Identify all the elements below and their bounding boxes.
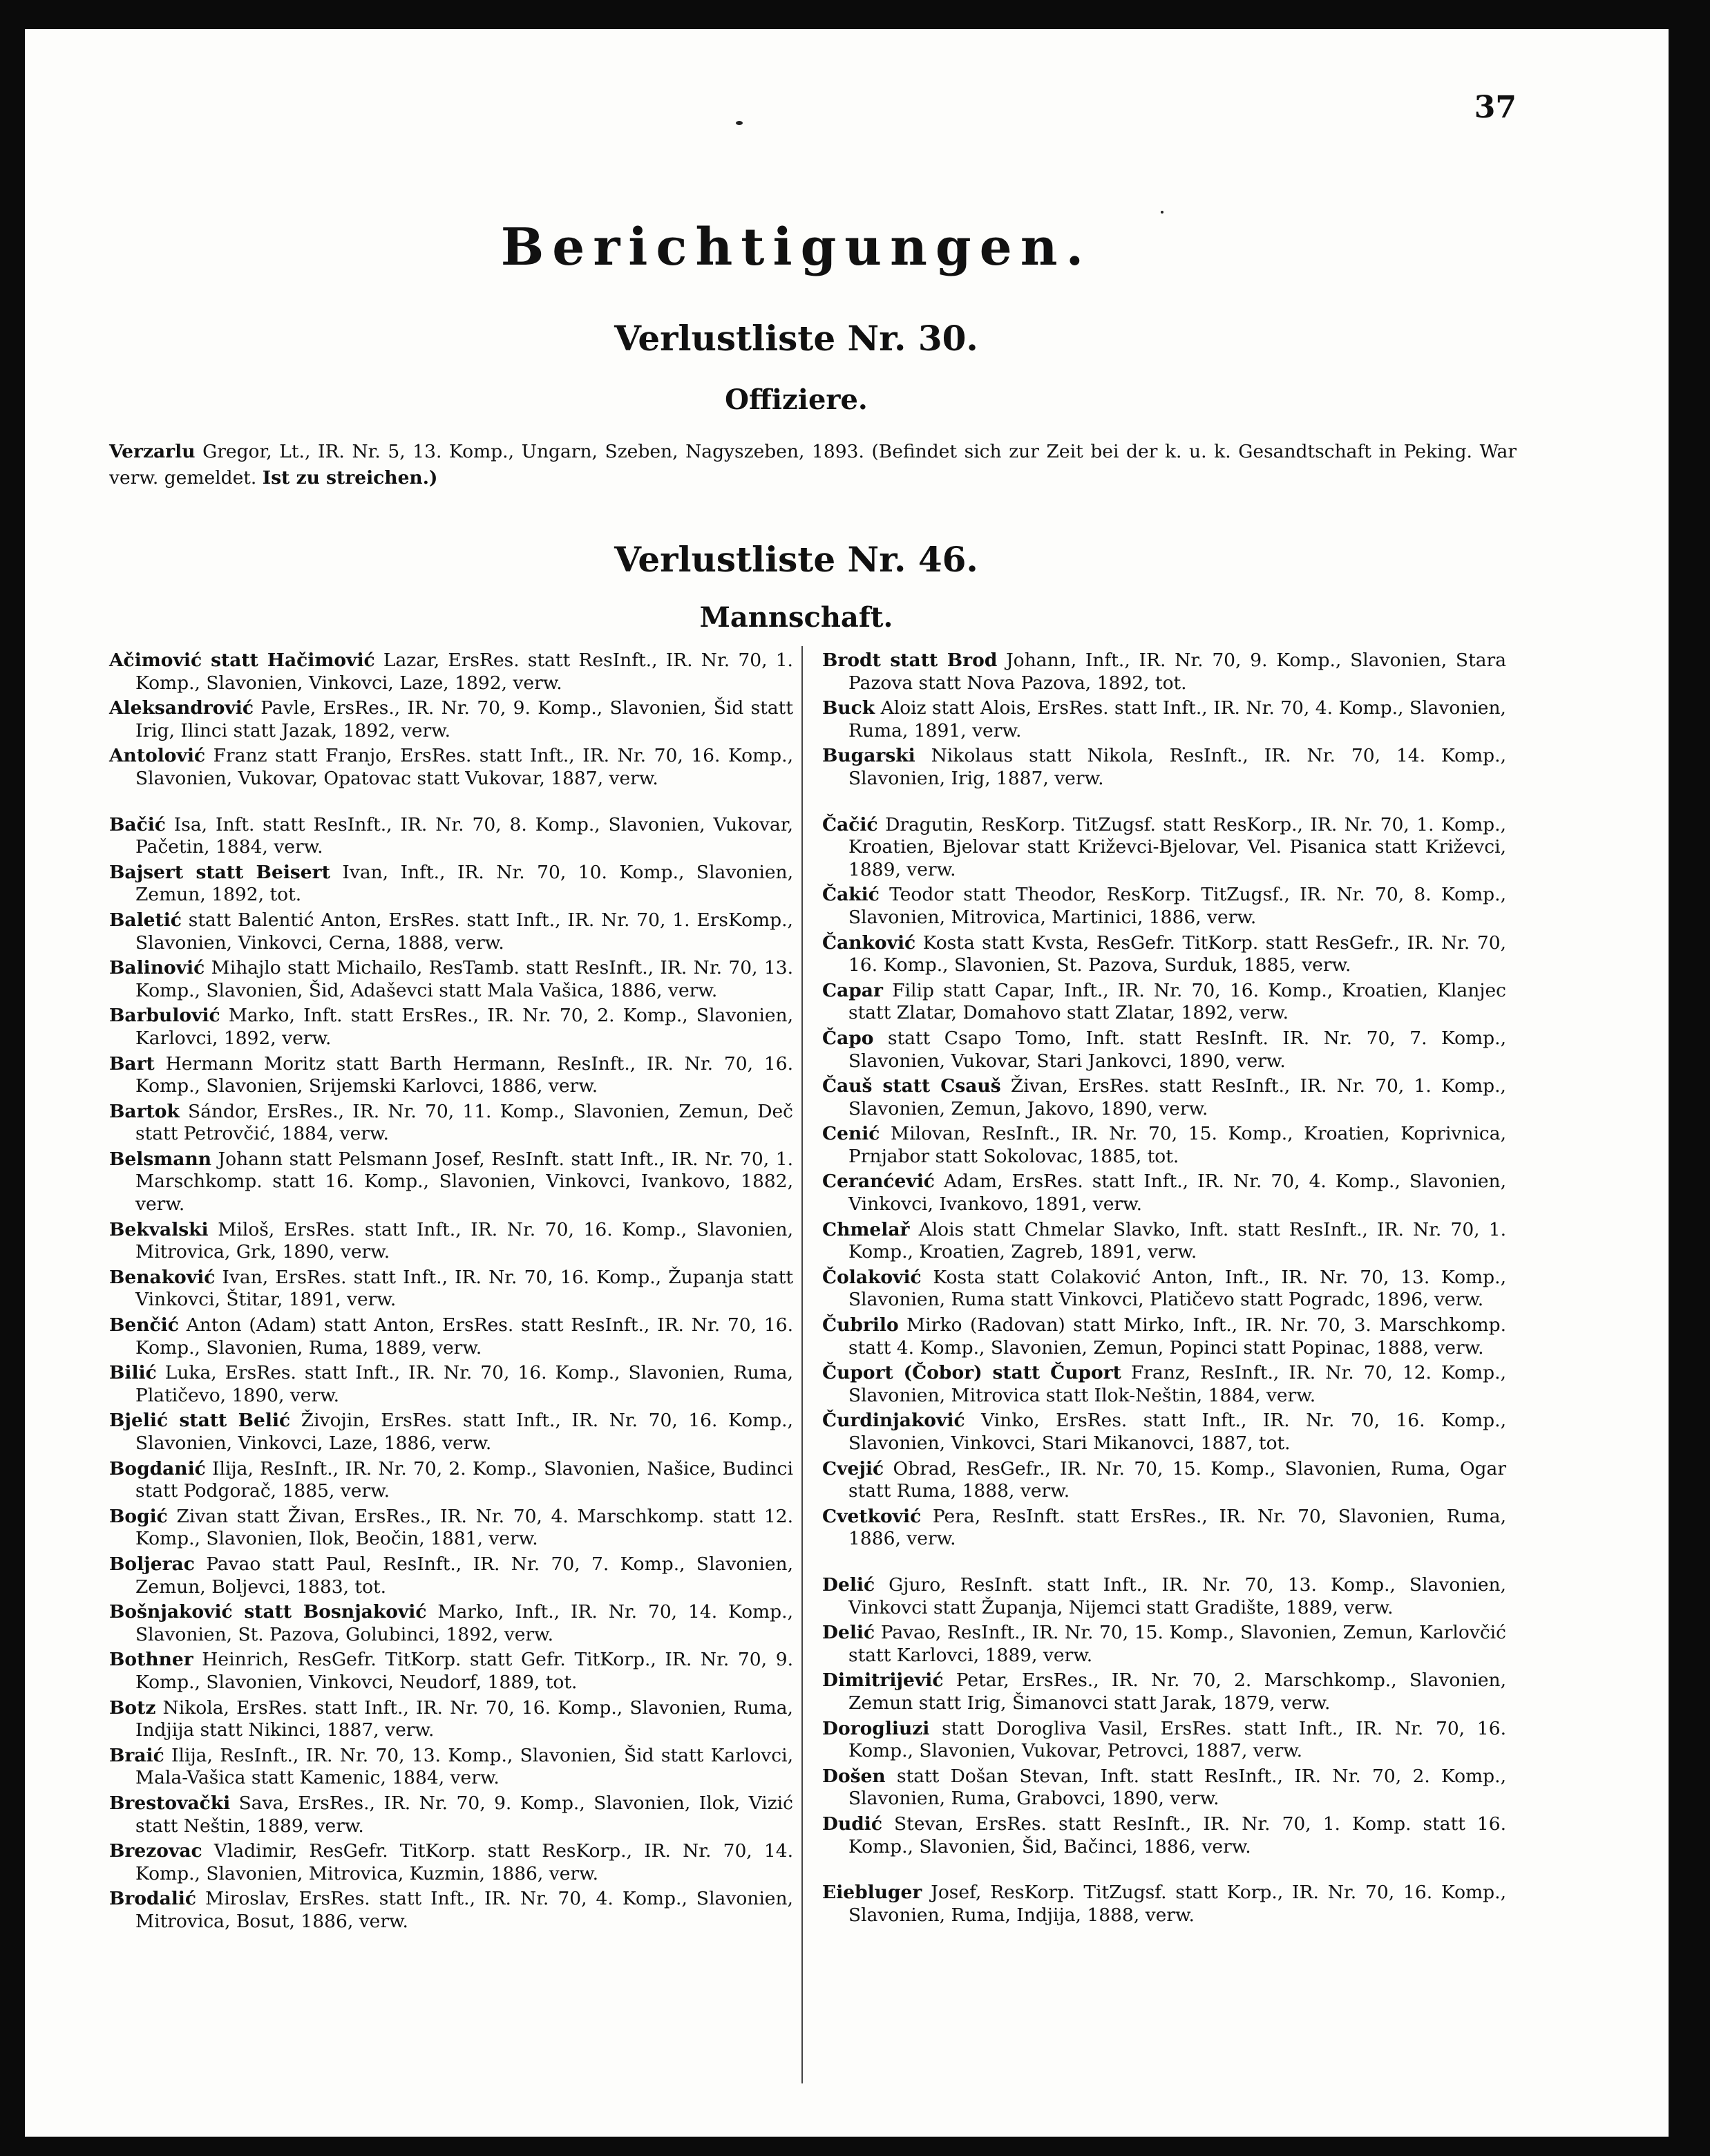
casualty-details: Mihajlo statt Michailo, ResTamb. statt ResInft., IR. Nr. 70, 13. Komp., Slavonien, Šid, Adaševci statt Mala Vašica, 1886, verw. (135, 957, 793, 1001)
casualty-details: Ivan, Inft., IR. Nr. 70, 10. Komp., Slavonien, Zemun, 1892, tot. (135, 861, 793, 906)
officer-entry-text: Gregor, Lt., IR. Nr. 5, 13. Komp., Ungarn, Szeben, Nagyszeben, 1893. (Befindet sich zur Zeit bei der k. u. k. Gesandtschaft in Peking. War verw. gemeldet. (109, 441, 1517, 489)
casualty-name: Braić (109, 1744, 164, 1766)
casualty-details: Josef, ResKorp. TitZugsf. statt Korp., IR. Nr. 70, 16. Komp., Slavonien, Ruma, Indjija, 1888, verw. (848, 1882, 1506, 1926)
casualty-name: Ačimović statt Hačimović (109, 650, 375, 671)
casualty-entry (109, 909, 793, 954)
casualty-entry (109, 814, 793, 859)
casualty-details: Milovan, ResInft., IR. Nr. 70, 15. Komp., Kroatien, Koprivnica, Prnjabor statt Sokolovac, 1885, tot. (848, 1123, 1506, 1167)
casualty-details: Johann, Inft., IR. Nr. 70, 9. Komp., Slavonien, Stara Pazova statt Nova Pazova, 1892, tot. (848, 650, 1506, 694)
casualty-details: Marko, Inft., IR. Nr. 70, 14. Komp., Slavonien, St. Pazova, Golubinci, 1892, verw. (135, 1601, 793, 1645)
casualty-details: Zivan statt Živan, ErsRes., IR. Nr. 70, 4. Marschkomp. statt 12. Komp., Slavonien, Ilok, Beočin, 1881, verw. (135, 1505, 793, 1550)
casualty-entry (822, 1267, 1506, 1312)
page-title: Berichtigungen. (500, 218, 1092, 277)
casualty-name: Antolović (109, 745, 206, 767)
casualty-entry (109, 1601, 793, 1646)
casualty-details: Johann statt Pelsmann Josef, ResInft. statt Inft., IR. Nr. 70, 1. Marschkomp. statt 16. Komp., Slavonien, Vinkovci, Ivankovo, 1882, verw. (135, 1148, 793, 1216)
casualty-name: Čapo (822, 1027, 874, 1049)
casualty-details: Nikolaus statt Nikola, ResInft., IR. Nr. 70, 14. Komp., Slavonien, Irig, 1887, verw. (848, 745, 1506, 789)
casualty-name: Benčić (109, 1314, 179, 1336)
casualty-details: Vladimir, ResGefr. TitKorp. statt ResKorp., IR. Nr. 70, 14. Komp., Slavonien, Mitrovica, Kuzmin, 1886, verw. (135, 1840, 793, 1884)
casualty-details: statt Došan Stevan, Inft. statt ResInft., IR. Nr. 70, 2. Komp., Slavonien, Ruma, Grabovci, 1890, verw. (848, 1765, 1506, 1810)
casualty-entry (822, 1670, 1506, 1714)
casualty-details: Pera, ResInft. statt ErsRes., IR. Nr. 70, Slavonien, Ruma, 1886, verw. (848, 1505, 1506, 1550)
casualty-details: Sava, ErsRes., IR. Nr. 70, 9. Komp., Slavonien, Ilok, Vizić statt Neštin, 1889, verw. (135, 1792, 793, 1837)
casualty-details: Marko, Inft. statt ErsRes., IR. Nr. 70, 2. Komp., Slavonien, Karlovci, 1892, verw. (135, 1005, 793, 1049)
casualty-entry (109, 1506, 793, 1551)
casualty-entry (822, 1123, 1506, 1168)
casualty-name: Balinović (109, 957, 205, 979)
casualty-details: Nikola, ErsRes. statt Inft., IR. Nr. 70, 16. Komp., Slavonien, Ruma, Indjija statt Nikinci, 1887, verw. (135, 1696, 793, 1741)
casualty-entry (822, 745, 1506, 790)
casualty-entry (822, 1882, 1506, 1927)
casualty-entry (822, 1075, 1506, 1120)
casualty-name: Benaković (109, 1266, 216, 1288)
casualty-entry (109, 1458, 793, 1503)
casualty-details: Isa, Inft. statt ResInft., IR. Nr. 70, 8. Komp., Slavonien, Vukovar, Pačetin, 1884, verw. (135, 813, 793, 858)
casualty-name: Čurdinjaković (822, 1410, 965, 1432)
casualty-entry (109, 1362, 793, 1407)
casualty-name: Čuport (Čobor) statt Čuport (822, 1362, 1121, 1384)
casualty-entry (109, 1697, 793, 1742)
casualty-entry (822, 1506, 1506, 1551)
casualty-name: Bačić (109, 813, 166, 835)
casualty-name: Dimitrijević (822, 1670, 944, 1692)
casualty-name: Čanković (822, 932, 916, 954)
casualty-name: Bajsert statt Beisert (109, 861, 330, 883)
casualty-name: Aleksandrović (109, 697, 254, 719)
casualty-entry (109, 1219, 793, 1264)
casualty-details: Ivan, ErsRes. statt Inft., IR. Nr. 70, 16. Komp., Županja statt Vinkovci, Štitar, 1891, verw. (135, 1266, 793, 1311)
casualty-entry (822, 650, 1506, 694)
casualty-details: Živan, ErsRes. statt ResInft., IR. Nr. 70, 1. Komp., Slavonien, Zemun, Jakovo, 1890, verw. (848, 1075, 1506, 1119)
casualty-entry (109, 650, 793, 694)
casualty-details: Filip statt Capar, Inft., IR. Nr. 70, 16. Komp., Kroatien, Klanjec statt Zlatar, Domahovo statt Zlatar, 1892, verw. (848, 979, 1506, 1024)
casualty-name: Bogdanić (109, 1457, 206, 1479)
casualty-entry (109, 1745, 793, 1790)
casualty-details: Adam, ErsRes. statt Inft., IR. Nr. 70, 4. Komp., Slavonien, Vinkovci, Ivankovo, 1891, verw. (848, 1171, 1506, 1216)
casualty-name: Buck (822, 697, 875, 719)
casualty-entry (822, 1718, 1506, 1763)
casualty-details: Ilija, ResInft., IR. Nr. 70, 13. Komp., Slavonien, Šid statt Karlovci, Mala-Vašica statt Kamenic, 1884, verw. (135, 1744, 793, 1789)
casualty-details: Gjuro, ResInft. statt Inft., IR. Nr. 70, 13. Komp., Slavonien, Vinkovci statt Županja, Nijemci statt Gradište, 1889, verw. (848, 1573, 1506, 1618)
scan-border-right (1669, 0, 1710, 2156)
section-46-subheading: Mannschaft. (699, 601, 893, 634)
scan-border-left (0, 0, 25, 2156)
casualty-entry (822, 1028, 1506, 1072)
casualty-entry (822, 1458, 1506, 1503)
document-page (76, 41, 1517, 2135)
casualty-entry (109, 1840, 793, 1885)
casualty-entry (822, 884, 1506, 929)
casualty-details: Ilija, ResInft., IR. Nr. 70, 2. Komp., Slavonien, Našice, Budinci statt Podgorač, 1885, verw. (135, 1457, 793, 1502)
casualty-name: Čauš statt Csauš (822, 1075, 1001, 1097)
casualty-entry (109, 1410, 793, 1455)
left-column (109, 650, 793, 1936)
casualty-details: Sándor, ErsRes., IR. Nr. 70, 11. Komp., Slavonien, Zemun, Deč statt Petrovčić, 1884, verw. (135, 1100, 793, 1145)
casualty-details: statt Dorogliva Vasil, ErsRes. statt Inft., IR. Nr. 70, 16. Komp., Slavonien, Vukovar, Petrovci, 1887, verw. (848, 1717, 1506, 1762)
casualty-entry (109, 1553, 793, 1598)
casualty-details: Franz statt Franjo, ErsRes. statt Inft., IR. Nr. 70, 16. Komp., Slavonien, Vukovar, Opatovac statt Vukovar, 1887, verw. (135, 745, 793, 789)
casualty-entry (822, 1219, 1506, 1264)
casualty-details: Pavao statt Paul, ResInft., IR. Nr. 70, 7. Komp., Slavonien, Zemun, Boljevci, 1883, tot. (135, 1553, 793, 1598)
casualty-name: Belsmann (109, 1148, 211, 1170)
casualty-name: Bogić (109, 1505, 168, 1527)
casualty-entry (109, 1649, 793, 1694)
casualty-entry (109, 957, 793, 1002)
casualty-name: Barbulović (109, 1005, 220, 1027)
casualty-name: Brestovački (109, 1792, 231, 1814)
casualty-entry (822, 1622, 1506, 1667)
section-30-heading: Verlustliste Nr. 30. (614, 318, 978, 359)
casualty-name: Bekvalski (109, 1218, 209, 1240)
casualty-details: Luka, ErsRes. statt Inft., IR. Nr. 70, 16. Komp., Slavonien, Ruma, Platičevo, 1890, verw. (135, 1362, 793, 1406)
casualty-details: Miroslav, ErsRes. statt Inft., IR. Nr. 70, 4. Komp., Slavonien, Mitrovica, Bosut, 1886, verw. (135, 1888, 793, 1932)
casualty-entry (822, 1766, 1506, 1810)
officer-entry-name: Verzarlu (109, 441, 196, 462)
casualty-entry (822, 814, 1506, 882)
casualty-details: Mirko (Radovan) statt Mirko, Inft., IR. Nr. 70, 3. Marschkomp. statt 4. Komp., Slavonien, Zemun, Popinci statt Popinac, 1888, verw. (848, 1314, 1506, 1359)
scan-speck (736, 121, 743, 125)
casualty-name: Baletić (109, 909, 182, 931)
casualty-entry (822, 697, 1506, 742)
casualty-name: Botz (109, 1696, 156, 1719)
casualty-name: Delić (822, 1573, 875, 1596)
casualty-details: Teodor statt Theodor, ResKorp. TitZugsf., IR. Nr. 70, 8. Komp., Slavonien, Mitrovica, Martinici, 1886, verw. (848, 884, 1506, 928)
casualty-name: Bothner (109, 1649, 193, 1671)
casualty-entry (109, 862, 793, 907)
casualty-entry (109, 1053, 793, 1098)
page-number: 37 (1474, 90, 1517, 125)
casualty-details: statt Balentić Anton, ErsRes. statt Inft., IR. Nr. 70, 1. ErsKomp., Slavonien, Vinkovci, Cerna, 1888, verw. (135, 909, 793, 954)
casualty-name: Bartok (109, 1100, 180, 1122)
scan-border-top (0, 0, 1710, 29)
casualty-details: Petar, ErsRes., IR. Nr. 70, 2. Marschkomp., Slavonien, Zemun statt Irig, Šimanovci statt Jarak, 1879, verw. (848, 1670, 1506, 1714)
casualty-name: Bilić (109, 1362, 157, 1384)
casualty-name: Delić (822, 1622, 875, 1644)
casualty-name: Došen (822, 1765, 886, 1787)
casualty-entry (109, 1101, 793, 1146)
casualty-name: Dorogliuzi (822, 1717, 930, 1739)
casualty-details: Lazar, ErsRes. statt ResInft., IR. Nr. 70, 1. Komp., Slavonien, Vinkovci, Laze, 1892, verw. (135, 650, 793, 694)
casualty-entry (822, 1362, 1506, 1407)
casualty-details: Kosta statt Colaković Anton, Inft., IR. Nr. 70, 13. Komp., Slavonien, Ruma statt Vinkovci, Platičevo statt Pogradc, 1896, verw. (848, 1266, 1506, 1311)
casualty-name: Eiebluger (822, 1882, 922, 1904)
casualty-details: Kosta statt Kvsta, ResGefr. TitKorp. statt ResGefr., IR. Nr. 70, 16. Komp., Slavonien, St. Pazova, Surduk, 1885, verw. (848, 932, 1506, 976)
casualty-details: Živojin, ErsRes. statt Inft., IR. Nr. 70, 16. Komp., Slavonien, Vinkovci, Laze, 1886, verw. (135, 1410, 793, 1454)
casualty-details: Miloš, ErsRes. statt Inft., IR. Nr. 70, 16. Komp., Slavonien, Mitrovica, Grk, 1890, verw. (135, 1218, 793, 1263)
casualty-entry (109, 1888, 793, 1933)
casualty-details: Pavle, ErsRes., IR. Nr. 70, 9. Komp., Slavonien, Šid statt Irig, Ilinci statt Jazak, 1892, verw. (135, 697, 793, 741)
casualty-entry (109, 1793, 793, 1837)
casualty-entry (109, 1267, 793, 1312)
officer-entry-tail: Ist zu streichen.) (262, 467, 438, 489)
casualty-name: Bošnjaković statt Bosnjaković (109, 1601, 427, 1623)
casualty-name: Dudić (822, 1813, 882, 1835)
casualty-entry (822, 1410, 1506, 1455)
casualty-name: Čubrilo (822, 1314, 899, 1336)
casualty-entry (822, 1813, 1506, 1858)
casualty-entry (822, 1314, 1506, 1359)
casualty-details: Franz, ResInft., IR. Nr. 70, 12. Komp., Slavonien, Mitrovica statt Ilok-Neštin, 1884, verw. (848, 1362, 1506, 1406)
casualty-name: Brezovac (109, 1840, 202, 1862)
casualty-name: Chmelař (822, 1218, 910, 1240)
casualty-details: Obrad, ResGefr., IR. Nr. 70, 15. Komp., Slavonien, Ruma, Ogar statt Ruma, 1888, verw. (848, 1457, 1506, 1502)
right-column (822, 650, 1506, 1929)
casualty-entry (822, 980, 1506, 1025)
casualty-entry (109, 697, 793, 742)
casualty-details: Heinrich, ResGefr. TitKorp. statt Gefr. TitKorp., IR. Nr. 70, 9. Komp., Slavonien, Vinkovci, Neudorf, 1889, tot. (135, 1649, 793, 1693)
casualty-entry (109, 1148, 793, 1216)
casualty-entry (109, 1314, 793, 1359)
casualty-details: Vinko, ErsRes. statt Inft., IR. Nr. 70, 16. Komp., Slavonien, Vinkovci, Stari Mikanovci, 1887, tot. (848, 1410, 1506, 1454)
casualty-name: Čolaković (822, 1266, 922, 1288)
casualty-name: Boljerac (109, 1553, 195, 1575)
casualty-name: Čačić (822, 813, 878, 835)
scan-border-bottom (0, 2137, 1710, 2156)
section-46-heading: Verlustliste Nr. 46. (614, 539, 978, 580)
officer-entry (109, 439, 1517, 491)
section-30-subheading: Offiziere. (725, 384, 868, 416)
casualty-details: Anton (Adam) statt Anton, ErsRes. statt ResInft., IR. Nr. 70, 16. Komp., Slavonien, Ruma, 1889, verw. (135, 1314, 793, 1359)
casualty-details: Stevan, ErsRes. statt ResInft., IR. Nr. 70, 1. Komp. statt 16. Komp., Slavonien, Šid, Bačinci, 1886, verw. (848, 1813, 1506, 1857)
column-divider (801, 646, 803, 2083)
casualty-entry (109, 745, 793, 790)
casualty-name: Cvejić (822, 1457, 884, 1479)
casualty-name: Bjelić statt Belić (109, 1410, 291, 1432)
casualty-name: Cenić (822, 1123, 880, 1145)
casualty-name: Bugarski (822, 745, 915, 767)
casualty-name: Cvetković (822, 1505, 922, 1527)
casualty-name: Brodalić (109, 1888, 197, 1910)
casualty-entry (822, 1171, 1506, 1216)
casualty-entry (109, 1005, 793, 1050)
casualty-details: Aloiz statt Alois, ErsRes. statt Inft., IR. Nr. 70, 4. Komp., Slavonien, Ruma, 1891, verw. (848, 697, 1506, 741)
casualty-details: Pavao, ResInft., IR. Nr. 70, 15. Komp., Slavonien, Zemun, Karlovčić statt Karlovci, 1889, verw. (848, 1622, 1506, 1666)
casualty-name: Capar (822, 979, 883, 1001)
casualty-name: Brodt statt Brod (822, 650, 998, 671)
casualty-details: Dragutin, ResKorp. TitZugsf. statt ResKorp., IR. Nr. 70, 1. Komp., Kroatien, Bjelovar statt Križevci-Bjelovar, Vel. Pisanica statt Križevci, 1889, verw. (848, 813, 1506, 880)
casualty-details: Hermann Moritz statt Barth Hermann, ResInft., IR. Nr. 70, 16. Komp., Slavonien, Srijemski Karlovci, 1886, verw. (135, 1052, 793, 1097)
casualty-name: Ceranćević (822, 1171, 935, 1193)
casualty-details: statt Csapo Tomo, Inft. statt ResInft. IR. Nr. 70, 7. Komp., Slavonien, Vukovar, Stari Jankovci, 1890, verw. (848, 1027, 1506, 1072)
casualty-name: Bart (109, 1052, 155, 1075)
casualty-name: Čakić (822, 884, 880, 906)
casualty-details: Alois statt Chmelar Slavko, Inft. statt ResInft., IR. Nr. 70, 1. Komp., Kroatien, Zagreb, 1891, verw. (848, 1218, 1506, 1263)
scan-speck (1161, 211, 1163, 214)
casualty-entry (822, 932, 1506, 977)
casualty-entry (822, 1574, 1506, 1619)
